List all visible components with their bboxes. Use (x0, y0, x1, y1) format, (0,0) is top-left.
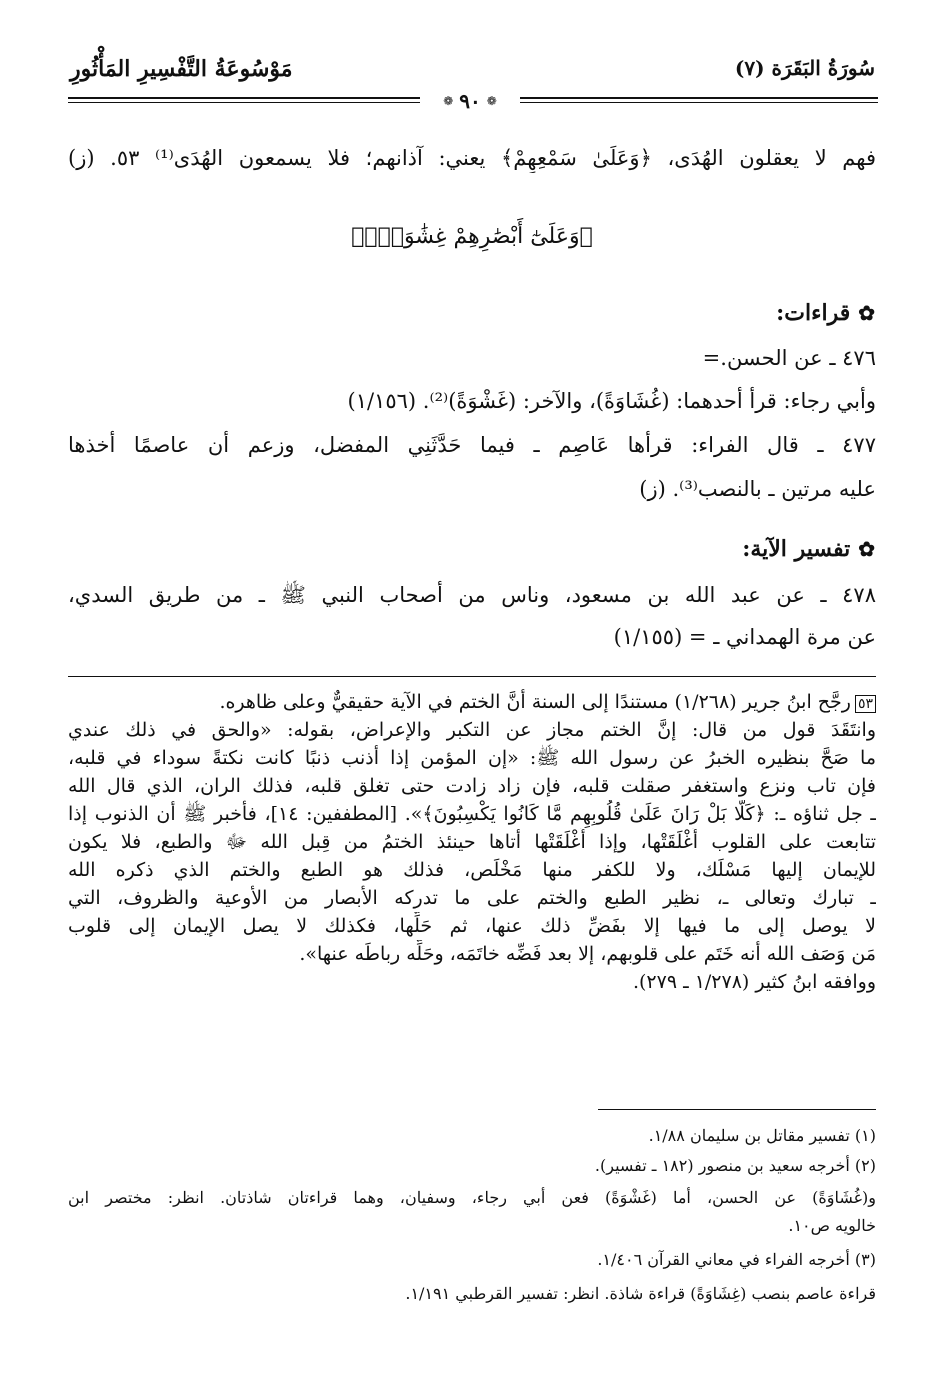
commentary-line: ـ تبارك وتعالى ـ، نظير الطبع والختم على ما تدركه الأبصار من الأوعية والظروف، التي (68, 887, 876, 909)
footnote: قراءة عاصم بنصب (غِشَاوَةً) قراءة شاذة. انظر: تفسير القرطبي ١/١٩١. (405, 1284, 876, 1303)
commentary-text: رجَّح ابنُ جرير (١/٢٦٨) مستندًا إلى السنة أنَّ الختم في الآية حقيقيٌّ وعلى ظاهره. (219, 691, 851, 713)
commentary-line: فإن تاب ونزع واستغفر صقلت قلبه، فإن زاد زادت حتى تغلق قلبه، فذلك الران، الذي قال الله (68, 775, 876, 797)
narration-line: ٤٧٦ ـ عن الحسن.= (702, 346, 876, 370)
quran-verse: ﴿وَعَلَىٰٓ أَبْصَٰرِهِمْ غِشَٰوَةٌۖ﴾ (351, 224, 593, 249)
narration-line: عليه مرتين ـ بالنصب⁽³⁾. (ز) (639, 477, 876, 501)
footnote: خالويه ص١٠. (788, 1216, 876, 1235)
commentary-line: ـ جل ثناؤه ـ: ﴿كَلَّا بَلْ رَانَ عَلَىٰ قُلُوبِهِم مَّا كَانُوا يَكْسِبُونَ﴾». [المطففين: ١٤]، فأخبر ﷺ أن الذنوب إذا (68, 803, 876, 825)
flower-ornament-icon: ✿ (858, 301, 875, 325)
footnote: (٣) أخرجه الفراء في معاني القرآن ١/٤٠٦. (597, 1250, 876, 1269)
narration-line: وأبي رجاء: قرأ أحدهما: (غُشَاوَةً)، والآخر: (غَشْوَةً)⁽²⁾. (١/١٥٦) (347, 389, 876, 413)
narration-line: عن مرة الهمداني ـ = (١/١٥٥) (613, 625, 876, 649)
surah-title: سُورَةُ البَقَرَة (٧) (734, 56, 875, 80)
heading-label: قراءات: (776, 300, 851, 326)
page-number-block (420, 88, 520, 114)
heading-label: تفسير الآية: (742, 536, 851, 562)
narration-line: ٤٧٨ ـ عن عبد الله بن مسعود، وناس من أصحاب النبي ﷺ ـ من طريق السدي، (68, 583, 876, 607)
footnote: (١) تفسير مقاتل بن سليمان ١/٨٨. (648, 1126, 876, 1145)
footnote: و(غُشَاوَةً) عن الحسن، أما (غَشْوَةً) فعن أبي رجاء، وسفيان، وهما قراءتان شاذتان. انظر: مختصر ابن (68, 1188, 876, 1207)
ornament-icon: ❁ (443, 94, 454, 108)
commentary-line: تتابعت على القلوب أَغْلَقَتْها، وإذا أَغْلَقَتْها أتاها حينئذ الختمُ من قِبل الله ﷻ والطبع، فلا يكون (68, 831, 876, 853)
commentary-line: للإيمان إليها مَسْلَك، ولا للكفر منها مَخْلَص، فذلك هو الطبع والختم الذي ذكره الله (68, 859, 876, 881)
ornament-icon: ❁ (486, 94, 497, 108)
commentary-line: وانتَقَدَ قول من قال: إنَّ الختم مجاز عن التكبر والإعراض، بقوله: «والحق في ذلك عندي (68, 719, 876, 741)
footnote: (٢) أخرجه سعيد بن منصور (١٨٢ ـ تفسير). (594, 1156, 876, 1175)
commentary-line: لا يوصل إلى ما فيها إلا بفَضِّ ذلك عنها، ثم حَلِّها، فكذلك لا يصل الإيمان إلى قلوب (68, 915, 876, 937)
body-line: فهم لا يعقلون الهُدَى، ﴿وَعَلَىٰ سَمْعِهِمْ﴾ يعني: آذانهم؛ فلا يسمعون الهُدَى⁽¹⁾ ٥٣. (ز) (68, 146, 876, 170)
commentary-line (68, 688, 876, 716)
commentary-line: ووافقه ابنُ كثير (١/٢٧٨ ـ ٢٧٩). (632, 971, 876, 993)
section-heading-tafsir (742, 536, 875, 562)
flower-ornament-icon: ✿ (858, 537, 875, 561)
book-title: مَوْسُوعَةُ التَّفْسِيرِ المَأْثُورِ (70, 56, 293, 82)
narration-line: ٤٧٧ ـ قال الفراء: قرأها عَاصِم ـ فيما حَدَّثَنِي المفضل، وزعم أن عاصمًا أخذها (68, 433, 876, 457)
commentary-number-box: ٥٣ (855, 695, 876, 713)
page-number: ٩٠ (459, 89, 481, 113)
commentary-line: ما صَحَّ بنظيره الخبرُ عن رسول الله ﷺ: «إن المؤمن إذا أذنب ذنبًا كانت نكتةً سوداء في قلبه، (68, 747, 876, 769)
footnote-separator (598, 1109, 876, 1110)
commentary-line: مَن وَصَف الله أنه خَتَم على قلوبهم، إلا بعد فَضِّه خاتَمَه، وحَلِّه رباطَه عنها». (299, 943, 876, 965)
section-heading-qiraat (776, 300, 875, 326)
commentary-separator (68, 676, 876, 677)
